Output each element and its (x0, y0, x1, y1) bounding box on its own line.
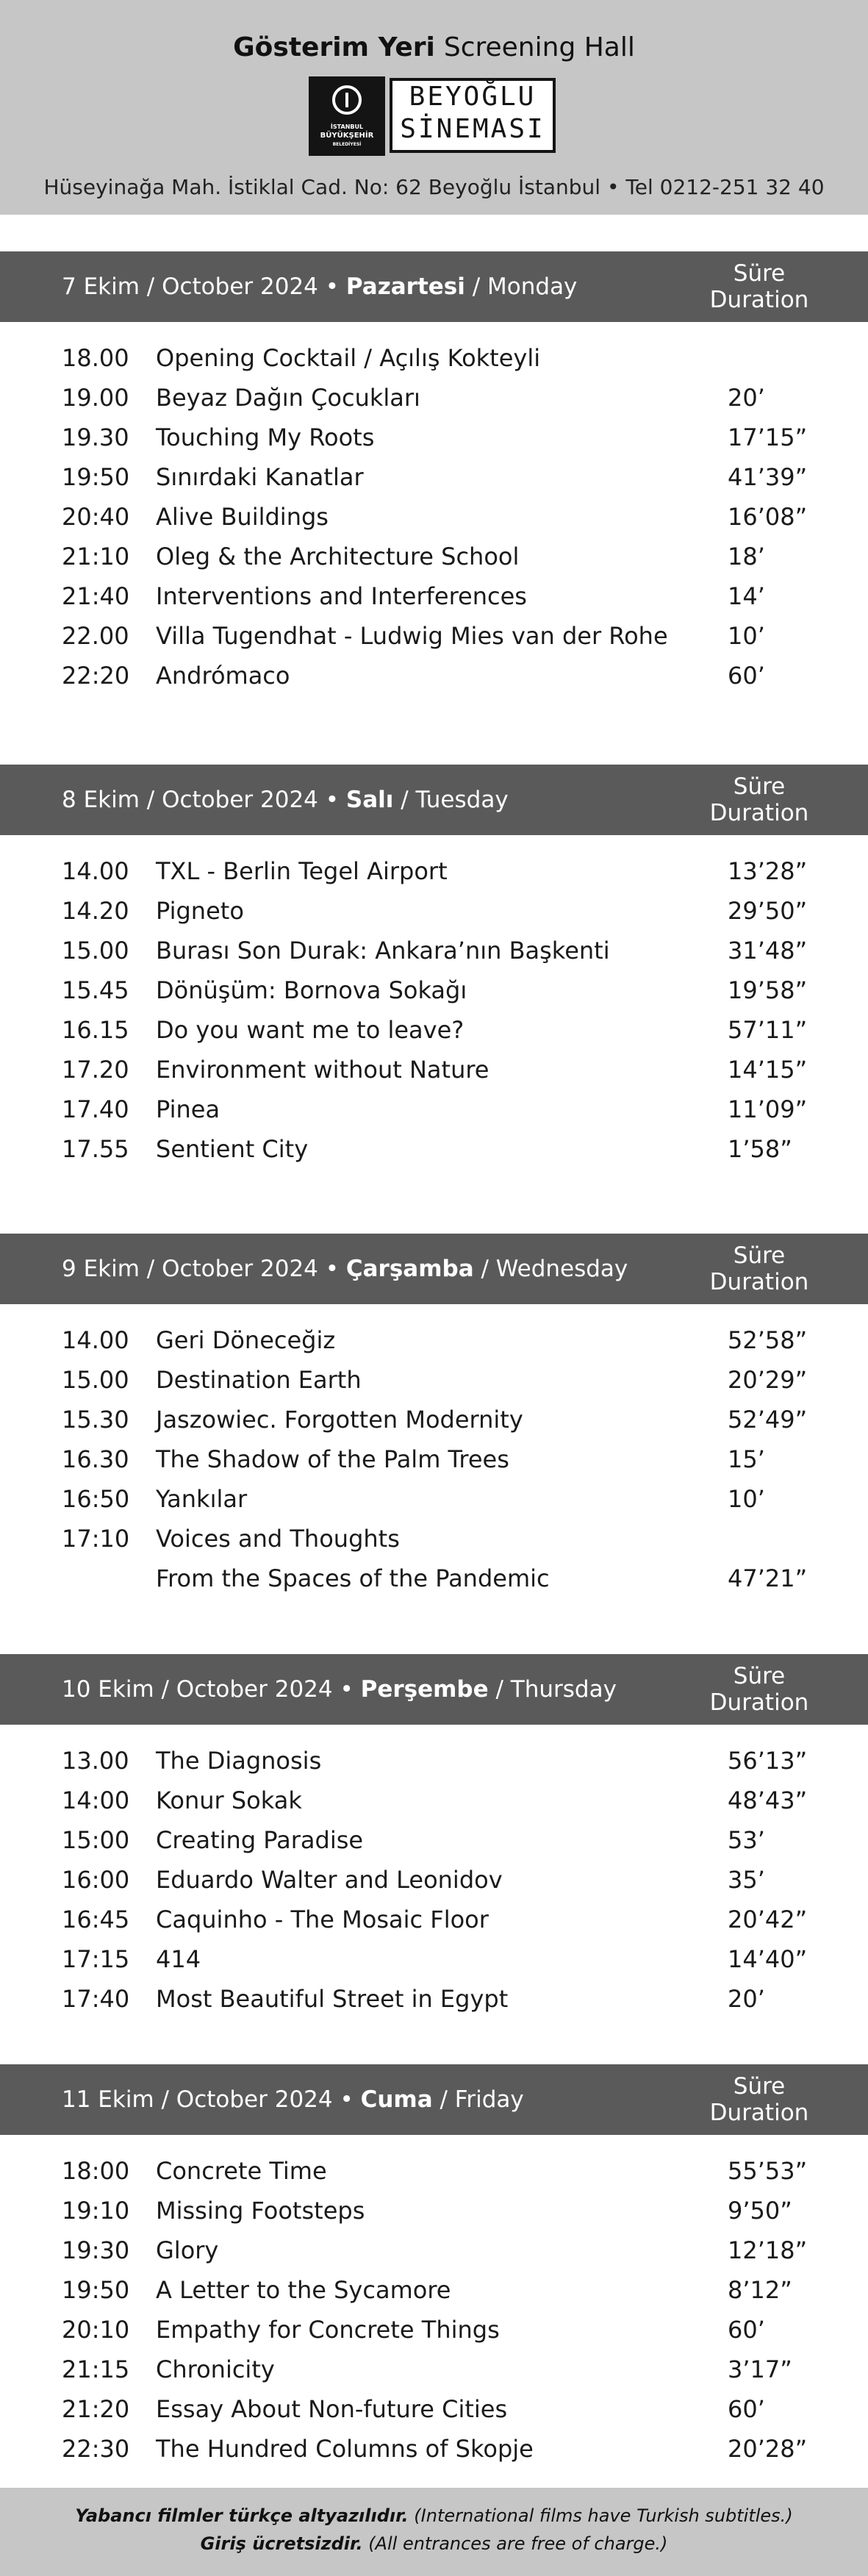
film-title: Opening Cocktail / Açılış Kokteyli (156, 344, 541, 372)
duration-label-en: Duration (709, 1689, 809, 1716)
film-duration: 56’13” (728, 1747, 808, 1775)
screening-time: 14.00 (62, 1326, 129, 1354)
screening-time: 20:40 (62, 503, 130, 531)
film-title: From the Spaces of the Pandemic (156, 1564, 550, 1592)
screening-row (0, 1900, 868, 1939)
day-weekday-en: / Friday (432, 2086, 524, 2113)
duration-label-en: Duration (709, 1269, 809, 1295)
screening-row (0, 1050, 868, 1090)
screening-hall-title (0, 32, 868, 62)
day-weekday-tr: Pazartesi (345, 273, 465, 300)
day-separator: • (318, 1256, 346, 1282)
screening-row (0, 891, 868, 931)
day-screenings (0, 338, 868, 695)
screening-time: 17.40 (62, 1095, 129, 1123)
entry-note-tr: Giriş ücretsizdir. (200, 2533, 363, 2554)
screening-time: 15.00 (62, 1366, 129, 1394)
screening-time: 19:10 (62, 2197, 130, 2225)
duration-label-tr: Süre (733, 2073, 786, 2100)
film-title: Andrómaco (156, 662, 290, 690)
subtitles-note-en: (International films have Turkish subtitles.) (408, 2505, 793, 2526)
film-duration: 8’12” (728, 2276, 792, 2304)
day-screenings (0, 1320, 868, 1598)
day-header (0, 765, 868, 835)
subtitles-note-tr: Yabancı filmler türkçe altyazılıdır. (75, 2505, 409, 2526)
film-duration: 11’09” (728, 1095, 808, 1123)
screening-row (0, 656, 868, 695)
screening-row (0, 2350, 868, 2389)
film-title: Most Beautiful Street in Egypt (156, 1985, 509, 2013)
screening-row (0, 1360, 868, 1400)
film-title: The Diagnosis (156, 1747, 322, 1775)
film-title: Dönüşüm: Bornova Sokağı (156, 976, 467, 1004)
screening-row (0, 378, 868, 418)
film-duration: 20’42” (728, 1906, 808, 1933)
emblem-text-3: BELEDİYESİ (332, 142, 362, 147)
duration-column-header (697, 773, 822, 826)
screening-row (0, 2230, 868, 2270)
film-title: Konur Sokak (156, 1786, 302, 1814)
film-title: Concrete Time (156, 2157, 327, 2185)
film-title: Glory (156, 2236, 219, 2264)
screening-row (0, 1860, 868, 1900)
film-title: Interventions and Interferences (156, 582, 527, 610)
film-duration: 13’28” (728, 857, 808, 885)
screening-row (0, 1479, 868, 1519)
film-duration: 57’11” (728, 1016, 808, 1044)
film-duration: 60’ (728, 2395, 765, 2423)
duration-label-tr: Süre (733, 773, 786, 800)
screening-time: 22.00 (62, 622, 129, 650)
screening-row (0, 2270, 868, 2310)
emblem-icon (332, 85, 362, 115)
film-title: Beyaz Dağın Çocukları (156, 384, 420, 412)
screening-time: 17:40 (62, 1985, 130, 2013)
day-header (0, 1234, 868, 1304)
wordmark-line-1: BEYOĞLU (409, 82, 537, 112)
film-duration: 48’43” (728, 1786, 808, 1814)
day-separator: • (318, 787, 346, 813)
screening-time: 16:50 (62, 1485, 130, 1513)
film-duration: 10’ (728, 622, 765, 650)
film-duration: 60’ (728, 2316, 765, 2344)
beyoglu-sinemasi-logo (309, 76, 559, 156)
screening-time: 13.00 (62, 1747, 129, 1775)
screening-row (0, 1741, 868, 1781)
screening-time: 22:30 (62, 2435, 130, 2463)
film-duration: 14’15” (728, 1056, 808, 1084)
screening-time: 21:15 (62, 2355, 130, 2383)
film-title: Environment without Nature (156, 1056, 489, 1084)
film-duration: 52’58” (728, 1326, 808, 1354)
entry-note-en: (All entrances are free of charge.) (362, 2533, 668, 2554)
duration-column-header (697, 1242, 822, 1295)
film-title: Voices and Thoughts (156, 1525, 400, 1553)
screening-row (0, 576, 868, 616)
day-date: 7 Ekim / October 2024 (62, 273, 318, 300)
duration-label-tr: Süre (733, 1242, 786, 1269)
screening-row (0, 1979, 868, 2019)
emblem-text-1: İSTANBUL (330, 124, 364, 130)
day-separator: • (332, 1676, 361, 1703)
wordmark-line-2: SİNEMASI (400, 114, 545, 144)
film-duration: 14’40” (728, 1945, 808, 1973)
screening-row (0, 2389, 868, 2429)
screening-time: 15.00 (62, 937, 129, 965)
screening-time: 17.20 (62, 1056, 129, 1084)
film-title: Caquinho - The Mosaic Floor (156, 1906, 489, 1933)
film-duration: 9’50” (728, 2197, 792, 2225)
film-duration: 14’ (728, 582, 765, 610)
screening-time: 17:15 (62, 1945, 130, 1973)
day-header (0, 1654, 868, 1725)
screening-time: 16.30 (62, 1445, 129, 1473)
film-title: 414 (156, 1945, 201, 1973)
screening-row (0, 616, 868, 656)
cinema-wordmark (390, 78, 556, 153)
screening-row (0, 2151, 868, 2191)
day-header (0, 2064, 868, 2135)
venue-title-tr: Gösterim Yeri (233, 32, 435, 62)
screening-time: 14.00 (62, 857, 129, 885)
film-duration: 19’58” (728, 976, 808, 1004)
screening-row (0, 1090, 868, 1129)
duration-label-en: Duration (709, 2100, 809, 2126)
day-title (62, 251, 577, 322)
film-title: Empathy for Concrete Things (156, 2316, 500, 2344)
film-title: Essay About Non-future Cities (156, 2395, 508, 2423)
day-weekday-en: / Tuesday (393, 787, 509, 813)
screening-time: 19.00 (62, 384, 129, 412)
film-duration: 12’18” (728, 2236, 808, 2264)
screening-time: 15.30 (62, 1406, 129, 1434)
screening-row (0, 1781, 868, 1820)
film-title: Pinea (156, 1095, 220, 1123)
film-duration: 3’17” (728, 2355, 792, 2383)
screening-row (0, 970, 868, 1010)
film-title: Jaszowiec. Forgotten Modernity (156, 1406, 523, 1434)
screening-time: 18.00 (62, 344, 129, 372)
film-title: Yankılar (156, 1485, 248, 1513)
film-title: Burası Son Durak: Ankara’nın Başkenti (156, 937, 610, 965)
screening-row (0, 1519, 868, 1559)
page-header (0, 0, 868, 215)
entry-note (0, 2533, 868, 2554)
screening-row (0, 497, 868, 537)
screening-time: 21:40 (62, 582, 130, 610)
day-title (62, 1654, 617, 1725)
day-header (0, 251, 868, 322)
screening-row (0, 1939, 868, 1979)
day-weekday-tr: Salı (345, 787, 394, 813)
screening-time: 15:00 (62, 1826, 130, 1854)
ibb-emblem (309, 76, 385, 156)
screening-time: 19.30 (62, 423, 129, 451)
screening-time: 18:00 (62, 2157, 130, 2185)
day-screenings (0, 2151, 868, 2469)
screening-time: 21:10 (62, 543, 130, 570)
film-title: Geri Döneceğiz (156, 1326, 336, 1354)
film-title: Creating Paradise (156, 1826, 364, 1854)
screening-row (0, 2310, 868, 2350)
duration-label-tr: Süre (733, 260, 786, 287)
screening-row (0, 1820, 868, 1860)
subtitles-note (0, 2505, 868, 2526)
film-duration: 20’28” (728, 2435, 808, 2463)
day-separator: • (332, 2086, 361, 2113)
film-duration: 10’ (728, 1485, 765, 1513)
day-weekday-en: / Thursday (488, 1676, 617, 1703)
screening-row (0, 537, 868, 576)
screening-time: 19:50 (62, 463, 130, 491)
day-title (62, 765, 509, 835)
film-title: Alive Buildings (156, 503, 329, 531)
film-duration: 52’49” (728, 1406, 808, 1434)
film-duration: 41’39” (728, 463, 808, 491)
screening-time: 17:10 (62, 1525, 130, 1553)
film-duration: 53’ (728, 1826, 765, 1854)
screening-row (0, 1129, 868, 1169)
screening-row (0, 1010, 868, 1050)
screening-time: 19:50 (62, 2276, 130, 2304)
day-screenings (0, 851, 868, 1169)
day-weekday-en: / Monday (465, 273, 578, 300)
film-duration: 60’ (728, 662, 765, 690)
film-duration: 17’15” (728, 423, 808, 451)
day-screenings (0, 1741, 868, 2019)
film-duration: 1’58” (728, 1135, 792, 1163)
film-title: Pigneto (156, 897, 244, 925)
film-title: Eduardo Walter and Leonidov (156, 1866, 503, 1894)
screening-time: 21:20 (62, 2395, 130, 2423)
page-footer (0, 2488, 868, 2576)
film-duration: 15’ (728, 1445, 765, 1473)
duration-column-header (697, 260, 822, 313)
film-title: Missing Footsteps (156, 2197, 365, 2225)
emblem-text-2: BÜYÜKŞEHİR (320, 132, 374, 140)
film-duration: 20’ (728, 1985, 765, 2013)
screening-time: 16:00 (62, 1866, 130, 1894)
film-title: The Shadow of the Palm Trees (156, 1445, 509, 1473)
day-title (62, 2064, 524, 2135)
film-title: Oleg & the Architecture School (156, 543, 520, 570)
screening-time: 17.55 (62, 1135, 129, 1163)
film-duration: 31’48” (728, 937, 808, 965)
screening-time: 16.15 (62, 1016, 129, 1044)
film-title: Touching My Roots (156, 423, 375, 451)
film-title: Do you want me to leave? (156, 1016, 465, 1044)
film-duration: 47’21” (728, 1564, 808, 1592)
duration-column-header (697, 1663, 822, 1716)
film-title: Destination Earth (156, 1366, 362, 1394)
day-date: 9 Ekim / October 2024 (62, 1256, 318, 1282)
day-title (62, 1234, 628, 1304)
screening-row (0, 1400, 868, 1439)
screening-row (0, 418, 868, 457)
venue-address: Hüseyinağa Mah. İstiklal Cad. No: 62 Beyoğlu İstanbul • Tel 0212-251 32 40 (43, 175, 825, 199)
screening-time: 19:30 (62, 2236, 130, 2264)
venue-title-en: Screening Hall (443, 32, 635, 62)
film-duration: 29’50” (728, 897, 808, 925)
film-title: Chronicity (156, 2355, 275, 2383)
screening-time: 15.45 (62, 976, 129, 1004)
duration-label-en: Duration (709, 800, 809, 826)
day-weekday-tr: Cuma (360, 2086, 433, 2113)
film-title: TXL - Berlin Tegel Airport (156, 857, 448, 885)
day-weekday-en: / Wednesday (473, 1256, 628, 1282)
screening-row (0, 457, 868, 497)
duration-column-header (697, 2073, 822, 2126)
film-duration: 55’53” (728, 2157, 808, 2185)
film-title: Sentient City (156, 1135, 309, 1163)
film-title: A Letter to the Sycamore (156, 2276, 451, 2304)
screening-time: 14:00 (62, 1786, 130, 1814)
screening-row (0, 2191, 868, 2230)
film-duration: 18’ (728, 543, 765, 570)
duration-label-tr: Süre (733, 1663, 786, 1689)
screening-row (0, 338, 868, 378)
day-weekday-tr: Çarşamba (345, 1256, 474, 1282)
screening-row (0, 1559, 868, 1598)
duration-label-en: Duration (709, 287, 809, 313)
day-date: 8 Ekim / October 2024 (62, 787, 318, 813)
screening-time: 14.20 (62, 897, 129, 925)
screening-time: 22:20 (62, 662, 130, 690)
screening-time: 16:45 (62, 1906, 130, 1933)
screening-row (0, 1439, 868, 1479)
day-separator: • (318, 273, 346, 300)
screening-row (0, 2429, 868, 2469)
screening-row (0, 851, 868, 891)
film-duration: 20’29” (728, 1366, 808, 1394)
film-title: Villa Tugendhat - Ludwig Mies van der Rohe (156, 622, 668, 650)
screening-row (0, 931, 868, 970)
screening-row (0, 1320, 868, 1360)
film-title: The Hundred Columns of Skopje (156, 2435, 534, 2463)
day-date: 10 Ekim / October 2024 (62, 1676, 333, 1703)
screening-time: 20:10 (62, 2316, 130, 2344)
day-date: 11 Ekim / October 2024 (62, 2086, 333, 2113)
film-duration: 35’ (728, 1866, 765, 1894)
film-duration: 20’ (728, 384, 765, 412)
film-duration: 16’08” (728, 503, 808, 531)
film-title: Sınırdaki Kanatlar (156, 463, 364, 491)
day-weekday-tr: Perşembe (360, 1676, 489, 1703)
